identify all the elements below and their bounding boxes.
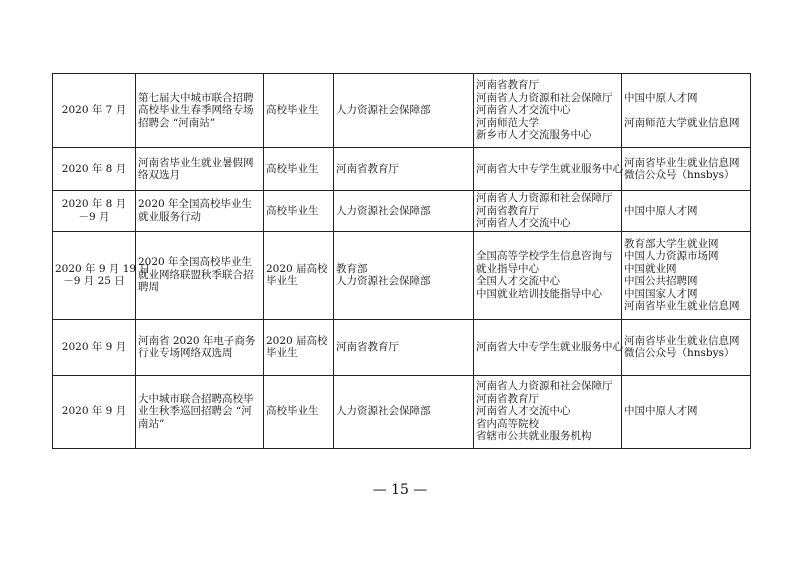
- schedule-table: [52, 73, 751, 449]
- event-cell: [136, 148, 264, 191]
- organizer-text: 新乡市人才交流服务中心: [476, 129, 592, 142]
- organizer-cell: [474, 375, 622, 448]
- table-row: [53, 319, 751, 375]
- date-text: 2020 年 9 月: [61, 340, 127, 353]
- target-text: 2020 届高校毕业生: [266, 262, 328, 287]
- event-cell: [136, 375, 264, 448]
- dept-cell: [334, 319, 474, 375]
- website-text: 中国国家人才网: [624, 287, 698, 300]
- website-text: 微信公众号（hnsbys）: [624, 169, 735, 181]
- organizer-text: 河南省教育厅: [476, 204, 539, 217]
- event-text: 2020 年全国高校毕业生就业网络联盟秋季联合招聘周: [138, 256, 254, 294]
- website-cell: [622, 319, 751, 375]
- date-cell: [53, 319, 136, 375]
- date-text: －9 月: [78, 210, 110, 223]
- date-cell: [53, 74, 136, 148]
- organizer-text: 河南省教育厅: [476, 79, 539, 92]
- dept-cell: [334, 231, 474, 319]
- organizer-text: 河南省教育厅: [476, 392, 539, 405]
- table-row: [53, 375, 751, 448]
- target-cell: [264, 191, 334, 232]
- dept-text: 人力资源社会保障部: [336, 204, 431, 217]
- website-cell: [622, 231, 751, 319]
- dept-text: 人力资源社会保障部: [336, 275, 431, 287]
- dept-cell: [334, 74, 474, 148]
- website-text: 河南省毕业生就业信息网: [624, 334, 740, 347]
- website-text: 中国就业网: [624, 262, 677, 275]
- target-text: 2020 届高校毕业生: [266, 334, 328, 359]
- website-text: 中国中原人才网: [624, 204, 698, 217]
- website-text: 中国中原人才网: [624, 92, 698, 104]
- website-cell: [622, 148, 751, 191]
- organizer-text: 省内高等院校: [476, 417, 539, 430]
- organizer-text: 河南省人力资源和社会保障厅: [476, 91, 613, 104]
- date-cell: [53, 231, 150, 319]
- organizer-cell: [474, 319, 622, 375]
- event-cell: [136, 74, 264, 148]
- dept-text: 人力资源社会保障部: [336, 104, 431, 117]
- date-text: 2020 年 9 月: [61, 405, 127, 418]
- website-text: 中国人力资源市场网: [624, 250, 719, 262]
- organizer-cell: [474, 191, 622, 232]
- target-cell: [264, 148, 334, 191]
- table-row: [53, 191, 751, 232]
- website-text: 微信公众号（hnsbys）: [624, 347, 735, 359]
- table-row: [53, 148, 751, 191]
- date-cell: [53, 191, 136, 232]
- target-text: 高校毕业生: [266, 162, 319, 175]
- website-text: 教育部大学生就业网: [624, 237, 719, 250]
- website-text: 中国中原人才网: [624, 405, 698, 418]
- organizer-cell: [474, 231, 622, 319]
- page-number: — 15 —: [372, 482, 428, 498]
- organizer-text: 省辖市公共就业服务机构: [476, 430, 592, 443]
- date-cell: [53, 148, 136, 191]
- event-text: 大中城市联合招聘高校毕业生秋季巡回招聘会 “河南站”: [138, 392, 254, 430]
- event-cell: [136, 191, 264, 232]
- event-cell: [136, 231, 264, 319]
- target-cell: [264, 375, 334, 448]
- organizer-text: 河南省人才交流中心: [476, 405, 571, 418]
- website-text: 河南省毕业生就业信息网: [624, 300, 740, 312]
- website-text: 河南省毕业生就业信息网: [624, 156, 740, 169]
- target-cell: [264, 319, 334, 375]
- table-row: [53, 231, 751, 319]
- organizer-cell: [474, 148, 622, 191]
- dept-text: 河南省教育厅: [336, 340, 399, 353]
- date-text: －9 月 25 日: [63, 275, 125, 287]
- organizer-text: 河南省人才交流中心: [476, 104, 571, 117]
- organizer-text: 河南省人力资源和社会保障厅: [476, 380, 613, 393]
- event-text: 河南省毕业生就业暑假网络双选月: [138, 156, 254, 181]
- organizer-text: 中国就业培训技能指导中心: [476, 287, 602, 300]
- date-cell: [53, 375, 136, 448]
- organizer-cell: [474, 74, 622, 148]
- table-row: [53, 74, 751, 148]
- website-cell: [622, 191, 751, 232]
- organizer-text: 河南师范大学: [476, 116, 539, 129]
- dept-cell: [334, 148, 474, 191]
- date-text: 2020 年 8 月: [61, 198, 127, 211]
- date-text: 2020 年 8 月: [61, 162, 127, 175]
- target-text: 高校毕业生: [266, 405, 319, 418]
- target-text: 高校毕业生: [266, 204, 319, 217]
- organizer-text: 河南省人才交流中心: [476, 217, 571, 229]
- dept-text: 教育部: [336, 262, 368, 275]
- website-text: 中国公共招聘网: [624, 275, 698, 287]
- date-text: 2020 年 9 月 19 日: [55, 262, 150, 275]
- event-text: 河南省 2020 年电子商务行业专场网络双选周: [138, 334, 256, 359]
- event-text: 第七届大中城市联合招聘高校毕业生春季网络专场招聘会 “河南站”: [138, 91, 254, 129]
- organizer-text: 全国人才交流中心: [476, 275, 560, 287]
- date-text: 2020 年 7 月: [61, 104, 127, 117]
- organizer-text: 全国高等学校学生信息咨询与就业指导中心: [476, 250, 613, 275]
- event-text: 2020 年全国高校毕业生就业服务行动: [138, 198, 253, 223]
- target-cell: [264, 74, 334, 148]
- event-cell: [136, 319, 264, 375]
- dept-cell: [334, 191, 474, 232]
- dept-cell: [334, 375, 474, 448]
- dept-text: 河南省教育厅: [336, 162, 399, 175]
- organizer-text: 河南省人力资源和社会保障厅: [476, 192, 613, 204]
- dept-text: 人力资源社会保障部: [336, 405, 431, 418]
- target-text: 高校毕业生: [266, 104, 319, 117]
- website-text: 河南师范大学就业信息网: [624, 116, 740, 129]
- organizer-text: 河南省大中专学生就业服务中心: [476, 340, 623, 353]
- target-cell: [264, 231, 334, 319]
- website-cell: [622, 74, 751, 148]
- organizer-text: 河南省大中专学生就业服务中心: [476, 162, 623, 175]
- website-cell: [622, 375, 751, 448]
